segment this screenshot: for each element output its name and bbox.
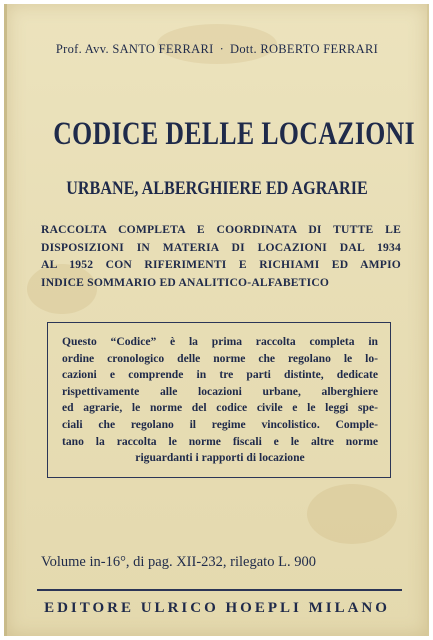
divider-top [37,589,402,591]
volume-info: Volume in-16°, di pag. XII-232, rilegato L. 900 [41,554,316,570]
author-first: Prof. Avv. SANTO FERRARI [55,42,214,56]
author-second: Dott. ROBERTO FERRARI [230,42,379,56]
description-line: INDICE SOMMARIO ED ANALITICO-ALFABETICO [41,275,330,289]
info-line: rispettivamente alle locazioni urbane, alberghiere [62,384,378,398]
info-line: cazioni e comprende in tre parti distinte, dedicate [62,368,378,382]
book-title: CODICE DELLE LOCAZIONI [53,116,416,152]
book-subtitle: URBANE, ALBERGHIERE ED AGRARIE [66,178,368,199]
info-line: riguardanti i rapporti di locazione [135,451,305,465]
description-block [41,221,401,291]
info-line: tano la raccolta le norme fiscali e le altre norme [62,434,378,448]
info-line: ed agrarie, le norme del codice civile e le leggi spe- [62,401,378,415]
info-box [47,322,391,478]
description-line: DISPOSIZIONI IN MATERIA DI LOCAZIONI DAL 1934 [41,240,401,254]
authors-line [7,42,427,57]
info-line: ordine cronologico delle norme che regolano le lo- [62,351,378,365]
info-line: ciali che regolano il regime vincolistico. Comple- [62,417,378,431]
info-box-text [62,334,378,467]
info-line: Questo “Codice” è la prima raccolta completa in [62,335,378,348]
publisher: EDITORE ULRICO HOEPLI MILANO [44,600,390,616]
author-separator: · [219,42,225,56]
description-line: RACCOLTA COMPLETA E COORDINATA DI TUTTE LE [41,223,401,236]
description-line: AL 1952 CON RIFERIMENTI E RICHIAMI ED AMPIO [41,258,401,271]
book-cover [4,4,429,636]
